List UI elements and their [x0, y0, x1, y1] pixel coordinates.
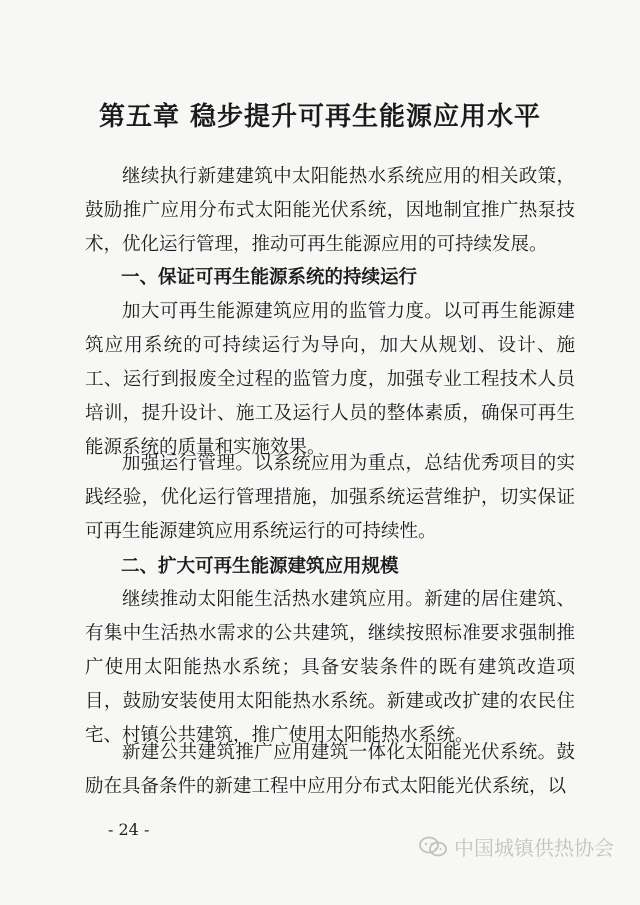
section2-paragraph-2: 新建公共建筑推广应用建筑一体化太阳能光伏系统。鼓励在具备条件的新建工程中应用分布式太阳能光伏系统，以	[85, 742, 575, 797]
section2-paragraph-1: 继续推动太阳能生活热水建筑应用。新建的居住建筑、有集中生活热水需求的公共建筑，继续按照标准要求强制推广使用太阳能热水系统；具备安装条件的既有建筑改造项目，鼓励安装使用太阳能热水系统。新建或改扩建的农民住宅、村镇公共建筑，推广使用太阳能热水系统。	[85, 589, 575, 746]
intro-paragraph: 继续执行新建建筑中太阳能热水系统应用的相关政策，鼓励推广应用分布式太阳能光伏系统，因地制宜推广热泵技术，优化运行管理，推动可再生能源应用的可持续发展。	[85, 166, 575, 255]
section-heading-1: 一、保证可再生能源系统的持续运行	[121, 267, 418, 288]
chapter-title: 第五章 稳步提升可再生能源应用水平	[98, 102, 542, 132]
watermark-text: 中国城镇供热协会	[454, 836, 614, 860]
wechat-icon	[418, 835, 448, 859]
page-number: - 24 -	[108, 820, 150, 839]
section1-paragraph-2: 加强运行管理。以系统应用为重点，总结优秀项目的实践经验，优化运行管理措施，加强系统运营维护，切实保证可再生能源建筑应用系统运行的可持续性。	[85, 453, 575, 542]
watermark	[418, 832, 614, 861]
section-heading-2: 二、扩大可再生能源建筑应用规模	[121, 556, 399, 577]
section1-paragraph-1: 加大可再生能源建筑应用的监管力度。以可再生能源建筑应用系统的可持续运行为导向，加大从规划、设计、施工、运行到报废全过程的监管力度，加强专业工程技术人员培训，提升设计、施工及运行人员的整体素质，确保可再生能源系统的质量和实施效果。	[85, 301, 575, 458]
